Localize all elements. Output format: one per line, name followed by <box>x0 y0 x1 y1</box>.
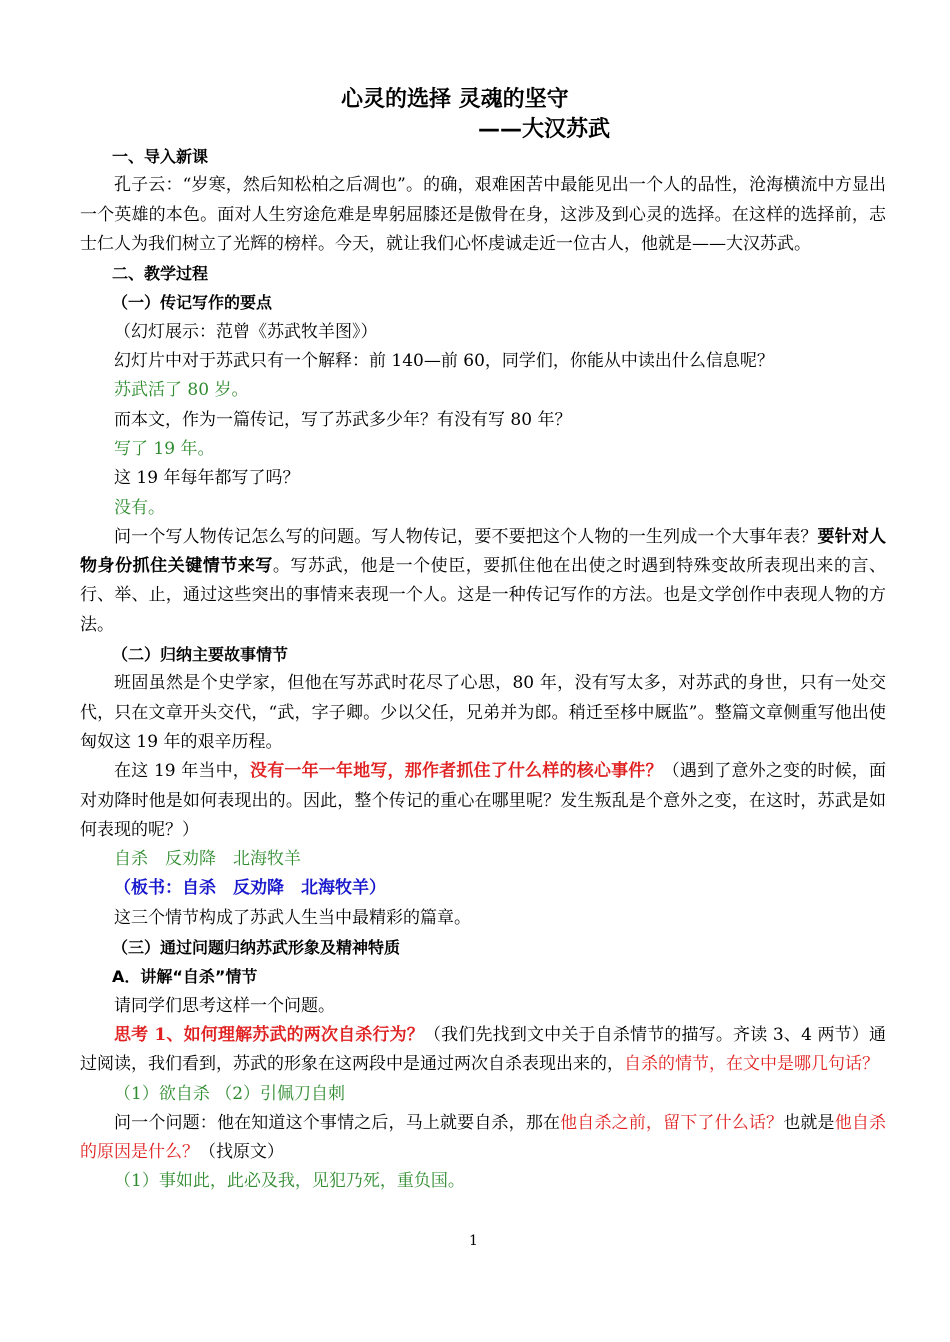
answer-3: 没有。 <box>114 497 165 518</box>
text-run: 也就是 <box>783 1112 835 1133</box>
section-heading-process: 二、教学过程 <box>112 264 209 284</box>
prompt-text: 请同学们思考这样一个问题。 <box>114 995 335 1016</box>
highlight-question: 他自杀的原因是什么？ <box>80 1112 887 1163</box>
section-heading-intro: 一、导入新课 <box>112 147 209 166</box>
subsection-a-heading: A．讲解“自杀”情节 <box>112 967 258 987</box>
think-1-paragraph <box>80 1021 886 1080</box>
suicide-question-paragraph <box>80 1109 886 1168</box>
text-run: （找原文） <box>199 1142 284 1163</box>
text-run: （遇到了意外之变的时候，面对劝降时他是如何表现出的。因此，整个传记的重心在哪里呢？发生叛乱是个意外之变，在这时，苏武是如何表现的呢？） <box>80 761 887 840</box>
plot-paragraph-1: 班固虽然是个史学家，但他在写苏武时花尽了心思，80 年，没有写太多，对苏武的身世，只有一处交代，只在文章开头交代，“武，字子卿。少以父任，兄弟并为郎。稍迁至栘中厩监”。整篇文章侧重写他出使匈奴这 19 年的艰辛历程。 <box>80 673 886 752</box>
page-subtitle: ——大汉苏武 <box>478 117 611 142</box>
subsection-heading-1: （一）传记写作的要点 <box>112 293 273 313</box>
question-3: 这 19 年每年都写了吗？ <box>114 468 300 489</box>
page-title: 心灵的选择 灵魂的坚守 <box>341 87 569 112</box>
quote-answer: （1）事如此，此必及我，见犯乃死，重负国。 <box>114 1171 465 1192</box>
think-1-question: 自杀的情节，在文中是哪几句话？ <box>624 1054 879 1075</box>
intro-paragraph: 孔子云：“岁寒，然后知松柏之后凋也”。的确，艰难困苦中最能见出一个人的品性，沧海横流中方显出一个英雄的本色。面对人生穷途危难是卑躬屈膝还是傲骨在身，这涉及到心灵的选择。在这样的选择前，志士仁人为我们树立了光辉的榜样。今天，就让我们心怀虔诚走近一位古人，他就是——大汉苏武。 <box>80 175 886 254</box>
biography-writing-paragraph <box>80 523 886 640</box>
text-run: （我们先找到文中关于自杀情节的描写。齐读 3、4 两节）通过阅读，我们看到，苏武的形象在这两段中是通过两次自杀表现出来的， <box>80 1024 886 1075</box>
text-run: 问一个写人物传记怎么写的问题。写人物传记，要不要把这个人物的一生列成一个大事年表？ <box>114 526 818 547</box>
plot-paragraph-2 <box>80 757 886 845</box>
emphasis-text: 要针对人物身份抓住关键情节来写 <box>80 526 887 577</box>
text-run: 问一个问题：他在知道这个事情之后，马上就要自杀，那在 <box>114 1112 561 1133</box>
suicide-answer: （1）欲自杀 （2）引佩刀自刺 <box>114 1083 346 1104</box>
key-question: 没有一年一年地写，那作者抓住了什么样的核心事件？ <box>250 761 663 782</box>
document-body <box>80 142 886 1197</box>
page-number: 1 <box>469 1233 478 1249</box>
plot-answer: 自杀 反劝降 北海牧羊 <box>114 849 301 870</box>
subsection-heading-2: （二）归纳主要故事情节 <box>112 645 289 665</box>
subsection-heading-3: （三）通过问题归纳苏武形象及精神特质 <box>112 938 401 958</box>
text-run: 。写苏武，他是一个使臣，要抓住他在出使之时遇到特殊变故所表现出来的言、行、举、止，通过这些突出的事情来表现一个人。这是一种传记写作的方法。也是文学创作中表现人物的方法。 <box>80 556 887 635</box>
text-run: 在这 19 年当中， <box>114 761 250 782</box>
question-1: 幻灯片中对于苏武只有一个解释：前 140—前 60，同学们，你能从中读出什么信息呢？ <box>114 351 774 372</box>
highlight-question: 他自杀之前，留下了什么话？ <box>560 1112 784 1133</box>
question-2: 而本文，作为一篇传记，写了苏武多少年？有没有写 80 年？ <box>114 409 572 430</box>
board-note: （板书：自杀 反劝降 北海牧羊） <box>114 878 386 899</box>
answer-2: 写了 19 年。 <box>114 438 215 459</box>
answer-1: 苏武活了 80 岁。 <box>114 380 249 401</box>
think-1-label: 思考 1、如何理解苏武的两次自杀行为？ <box>114 1024 424 1045</box>
slide-note: （幻灯展示：范曾《苏武牧羊图》） <box>114 321 378 342</box>
plot-summary: 这三个情节构成了苏武人生当中最精彩的篇章。 <box>114 907 471 928</box>
